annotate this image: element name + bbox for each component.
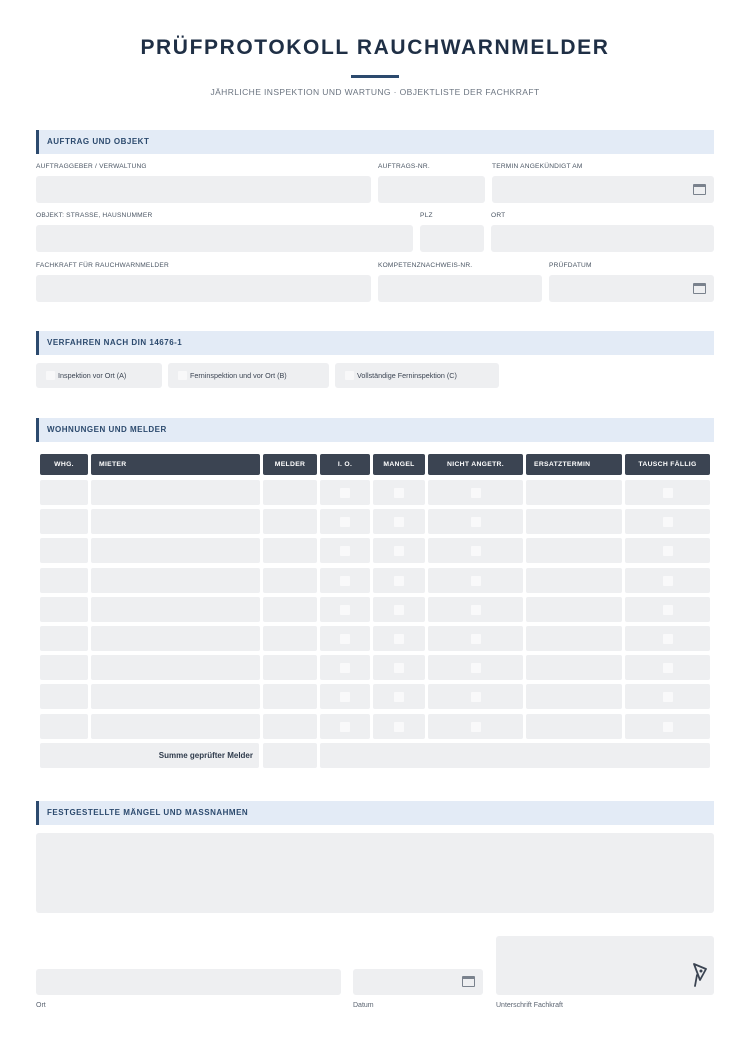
technician-field[interactable]: [36, 275, 371, 302]
ok-checkbox[interactable]: [340, 692, 350, 702]
detector-count-cell[interactable]: [263, 480, 317, 505]
zip-label: PLZ: [420, 212, 433, 219]
replacement-due-checkbox[interactable]: [663, 546, 673, 556]
column-header-unit: WHG.: [40, 454, 88, 475]
certificate-label: KOMPETENZNACHWEIS-NR.: [378, 262, 473, 269]
replacement-due-checkbox[interactable]: [663, 605, 673, 615]
detector-count-cell[interactable]: [263, 714, 317, 739]
city-field[interactable]: [491, 225, 714, 252]
sum-remarks-field[interactable]: [320, 743, 710, 768]
date-field[interactable]: [353, 969, 483, 995]
tenant-cell[interactable]: [91, 626, 260, 651]
detector-count-cell[interactable]: [263, 509, 317, 534]
replacement-due-checkbox[interactable]: [663, 488, 673, 498]
defect-checkbox[interactable]: [394, 488, 404, 498]
replacement-due-checkbox[interactable]: [663, 576, 673, 586]
detector-count-cell[interactable]: [263, 568, 317, 593]
inspection-date-label: PRÜFDATUM: [549, 262, 592, 269]
not-met-checkbox[interactable]: [471, 517, 481, 527]
procedure-option-c[interactable]: [335, 363, 499, 388]
detector-count-cell[interactable]: [263, 655, 317, 680]
ok-checkbox[interactable]: [340, 663, 350, 673]
procedure-checkbox-c[interactable]: [345, 371, 354, 380]
not-met-checkbox[interactable]: [471, 692, 481, 702]
ok-checkbox[interactable]: [340, 605, 350, 615]
street-field[interactable]: [36, 225, 413, 252]
tenant-cell[interactable]: [91, 509, 260, 534]
inspection-date-field[interactable]: [549, 275, 714, 302]
not-met-checkbox[interactable]: [471, 634, 481, 644]
technician-label: FACHKRAFT FÜR RAUCHWARNMELDER: [36, 262, 169, 269]
client-field[interactable]: [36, 176, 371, 203]
section-defects-header: [36, 801, 714, 825]
tenant-cell[interactable]: [91, 684, 260, 709]
tenant-cell[interactable]: [91, 714, 260, 739]
tenant-cell[interactable]: [91, 568, 260, 593]
column-header-replacement-date: ERSATZTERMIN: [526, 454, 622, 475]
detector-count-cell[interactable]: [263, 684, 317, 709]
ok-checkbox[interactable]: [340, 488, 350, 498]
procedure-option-label: Vollständige Ferninspektion (C): [357, 371, 457, 380]
zip-field[interactable]: [420, 225, 484, 252]
unit-cell[interactable]: [40, 714, 88, 739]
procedure-checkbox-a[interactable]: [46, 371, 55, 380]
replacement-due-checkbox[interactable]: [663, 722, 673, 732]
detector-count-cell[interactable]: [263, 538, 317, 563]
detector-count-cell[interactable]: [263, 597, 317, 622]
column-header-not-met: NICHT ANGETR.: [428, 454, 523, 475]
defect-checkbox[interactable]: [394, 663, 404, 673]
procedure-option-b[interactable]: [168, 363, 329, 388]
defect-checkbox[interactable]: [394, 722, 404, 732]
unit-cell[interactable]: [40, 480, 88, 505]
page-subtitle: JÄHRLICHE INSPEKTION UND WARTUNG · OBJEKTLISTE DER FACHKRAFT: [210, 87, 540, 97]
section-defects-title: FESTGESTELLTE MÄNGEL UND MASSNAHMEN: [47, 808, 249, 817]
tenant-cell[interactable]: [91, 480, 260, 505]
unit-cell[interactable]: [40, 538, 88, 563]
unit-cell[interactable]: [40, 655, 88, 680]
replacement-date-cell[interactable]: [526, 684, 622, 709]
replacement-date-cell[interactable]: [526, 597, 622, 622]
unit-cell[interactable]: [40, 684, 88, 709]
not-met-checkbox[interactable]: [471, 576, 481, 586]
section-order-header: [36, 130, 714, 154]
signature-field[interactable]: [496, 936, 714, 995]
procedure-option-label: Inspektion vor Ort (A): [58, 371, 127, 380]
defect-checkbox[interactable]: [394, 546, 404, 556]
defect-checkbox[interactable]: [394, 517, 404, 527]
detector-count-cell[interactable]: [263, 626, 317, 651]
defect-checkbox[interactable]: [394, 605, 404, 615]
client-label: AUFTRAGGEBER / VERWALTUNG: [36, 163, 147, 170]
column-header-tenant: MIETER: [91, 454, 260, 475]
unit-cell[interactable]: [40, 597, 88, 622]
ok-checkbox[interactable]: [340, 546, 350, 556]
column-header-ok: I. O.: [320, 454, 370, 475]
replacement-due-checkbox[interactable]: [663, 663, 673, 673]
place-field[interactable]: [36, 969, 341, 995]
tenant-cell[interactable]: [91, 538, 260, 563]
ok-checkbox[interactable]: [340, 634, 350, 644]
column-header-detectors: MELDER: [263, 454, 317, 475]
not-met-checkbox[interactable]: [471, 488, 481, 498]
certificate-field[interactable]: [378, 275, 542, 302]
replacement-due-checkbox[interactable]: [663, 692, 673, 702]
ok-checkbox[interactable]: [340, 576, 350, 586]
replacement-due-checkbox[interactable]: [663, 634, 673, 644]
ok-checkbox[interactable]: [340, 722, 350, 732]
pen-nib-icon: [693, 963, 707, 987]
signature-label: Unterschrift Fachkraft: [496, 1002, 563, 1009]
sum-label: Summe geprüfter Melder: [40, 743, 259, 768]
replacement-date-cell[interactable]: [526, 655, 622, 680]
column-header-replacement-due: TAUSCH FÄLLIG: [625, 454, 710, 475]
ok-checkbox[interactable]: [340, 517, 350, 527]
calendar-icon[interactable]: [693, 283, 706, 294]
not-met-checkbox[interactable]: [471, 722, 481, 732]
procedure-option-label: Ferninspektion und vor Ort (B): [190, 371, 287, 380]
not-met-checkbox[interactable]: [471, 663, 481, 673]
section-units-header: [36, 418, 714, 442]
section-procedure-title: VERFAHREN NACH DIN 14676-1: [47, 338, 183, 347]
replacement-date-cell[interactable]: [526, 509, 622, 534]
unit-cell[interactable]: [40, 626, 88, 651]
place-label: Ort: [36, 1002, 46, 1009]
city-label: ORT: [491, 212, 506, 219]
section-units-title: WOHNUNGEN UND MELDER: [47, 425, 167, 434]
street-label: OBJEKT: STRASSE, HAUSNUMMER: [36, 212, 153, 219]
replacement-date-cell[interactable]: [526, 538, 622, 563]
calendar-icon[interactable]: [693, 184, 706, 195]
not-met-checkbox[interactable]: [471, 605, 481, 615]
section-procedure-header: [36, 331, 714, 355]
unit-cell[interactable]: [40, 568, 88, 593]
replacement-date-cell[interactable]: [526, 626, 622, 651]
appointment-date-field[interactable]: [492, 176, 714, 203]
order-number-label: AUFTRAGS-NR.: [378, 163, 430, 170]
replacement-date-cell[interactable]: [526, 480, 622, 505]
replacement-due-checkbox[interactable]: [663, 517, 673, 527]
not-met-checkbox[interactable]: [471, 546, 481, 556]
section-order-title: AUFTRAG UND OBJEKT: [47, 137, 150, 146]
procedure-option-a[interactable]: [36, 363, 162, 388]
date-label: Datum: [353, 1002, 374, 1009]
column-header-defect: MANGEL: [373, 454, 425, 475]
replacement-date-cell[interactable]: [526, 568, 622, 593]
tenant-cell[interactable]: [91, 655, 260, 680]
unit-cell[interactable]: [40, 509, 88, 534]
defect-checkbox[interactable]: [394, 692, 404, 702]
defect-checkbox[interactable]: [394, 634, 404, 644]
title-underline: [351, 75, 399, 78]
replacement-date-cell[interactable]: [526, 714, 622, 739]
page-title: PRÜFPROTOKOLL RAUCHWARNMELDER: [140, 36, 610, 59]
calendar-icon[interactable]: [462, 976, 475, 987]
procedure-checkbox-b[interactable]: [178, 371, 187, 380]
order-number-field[interactable]: [378, 176, 485, 203]
defect-checkbox[interactable]: [394, 576, 404, 586]
tenant-cell[interactable]: [91, 597, 260, 622]
appointment-label: TERMIN ANGEKÜNDIGT AM: [492, 163, 583, 170]
defects-notes-field[interactable]: [36, 833, 714, 913]
sum-detectors-field[interactable]: [263, 743, 317, 768]
